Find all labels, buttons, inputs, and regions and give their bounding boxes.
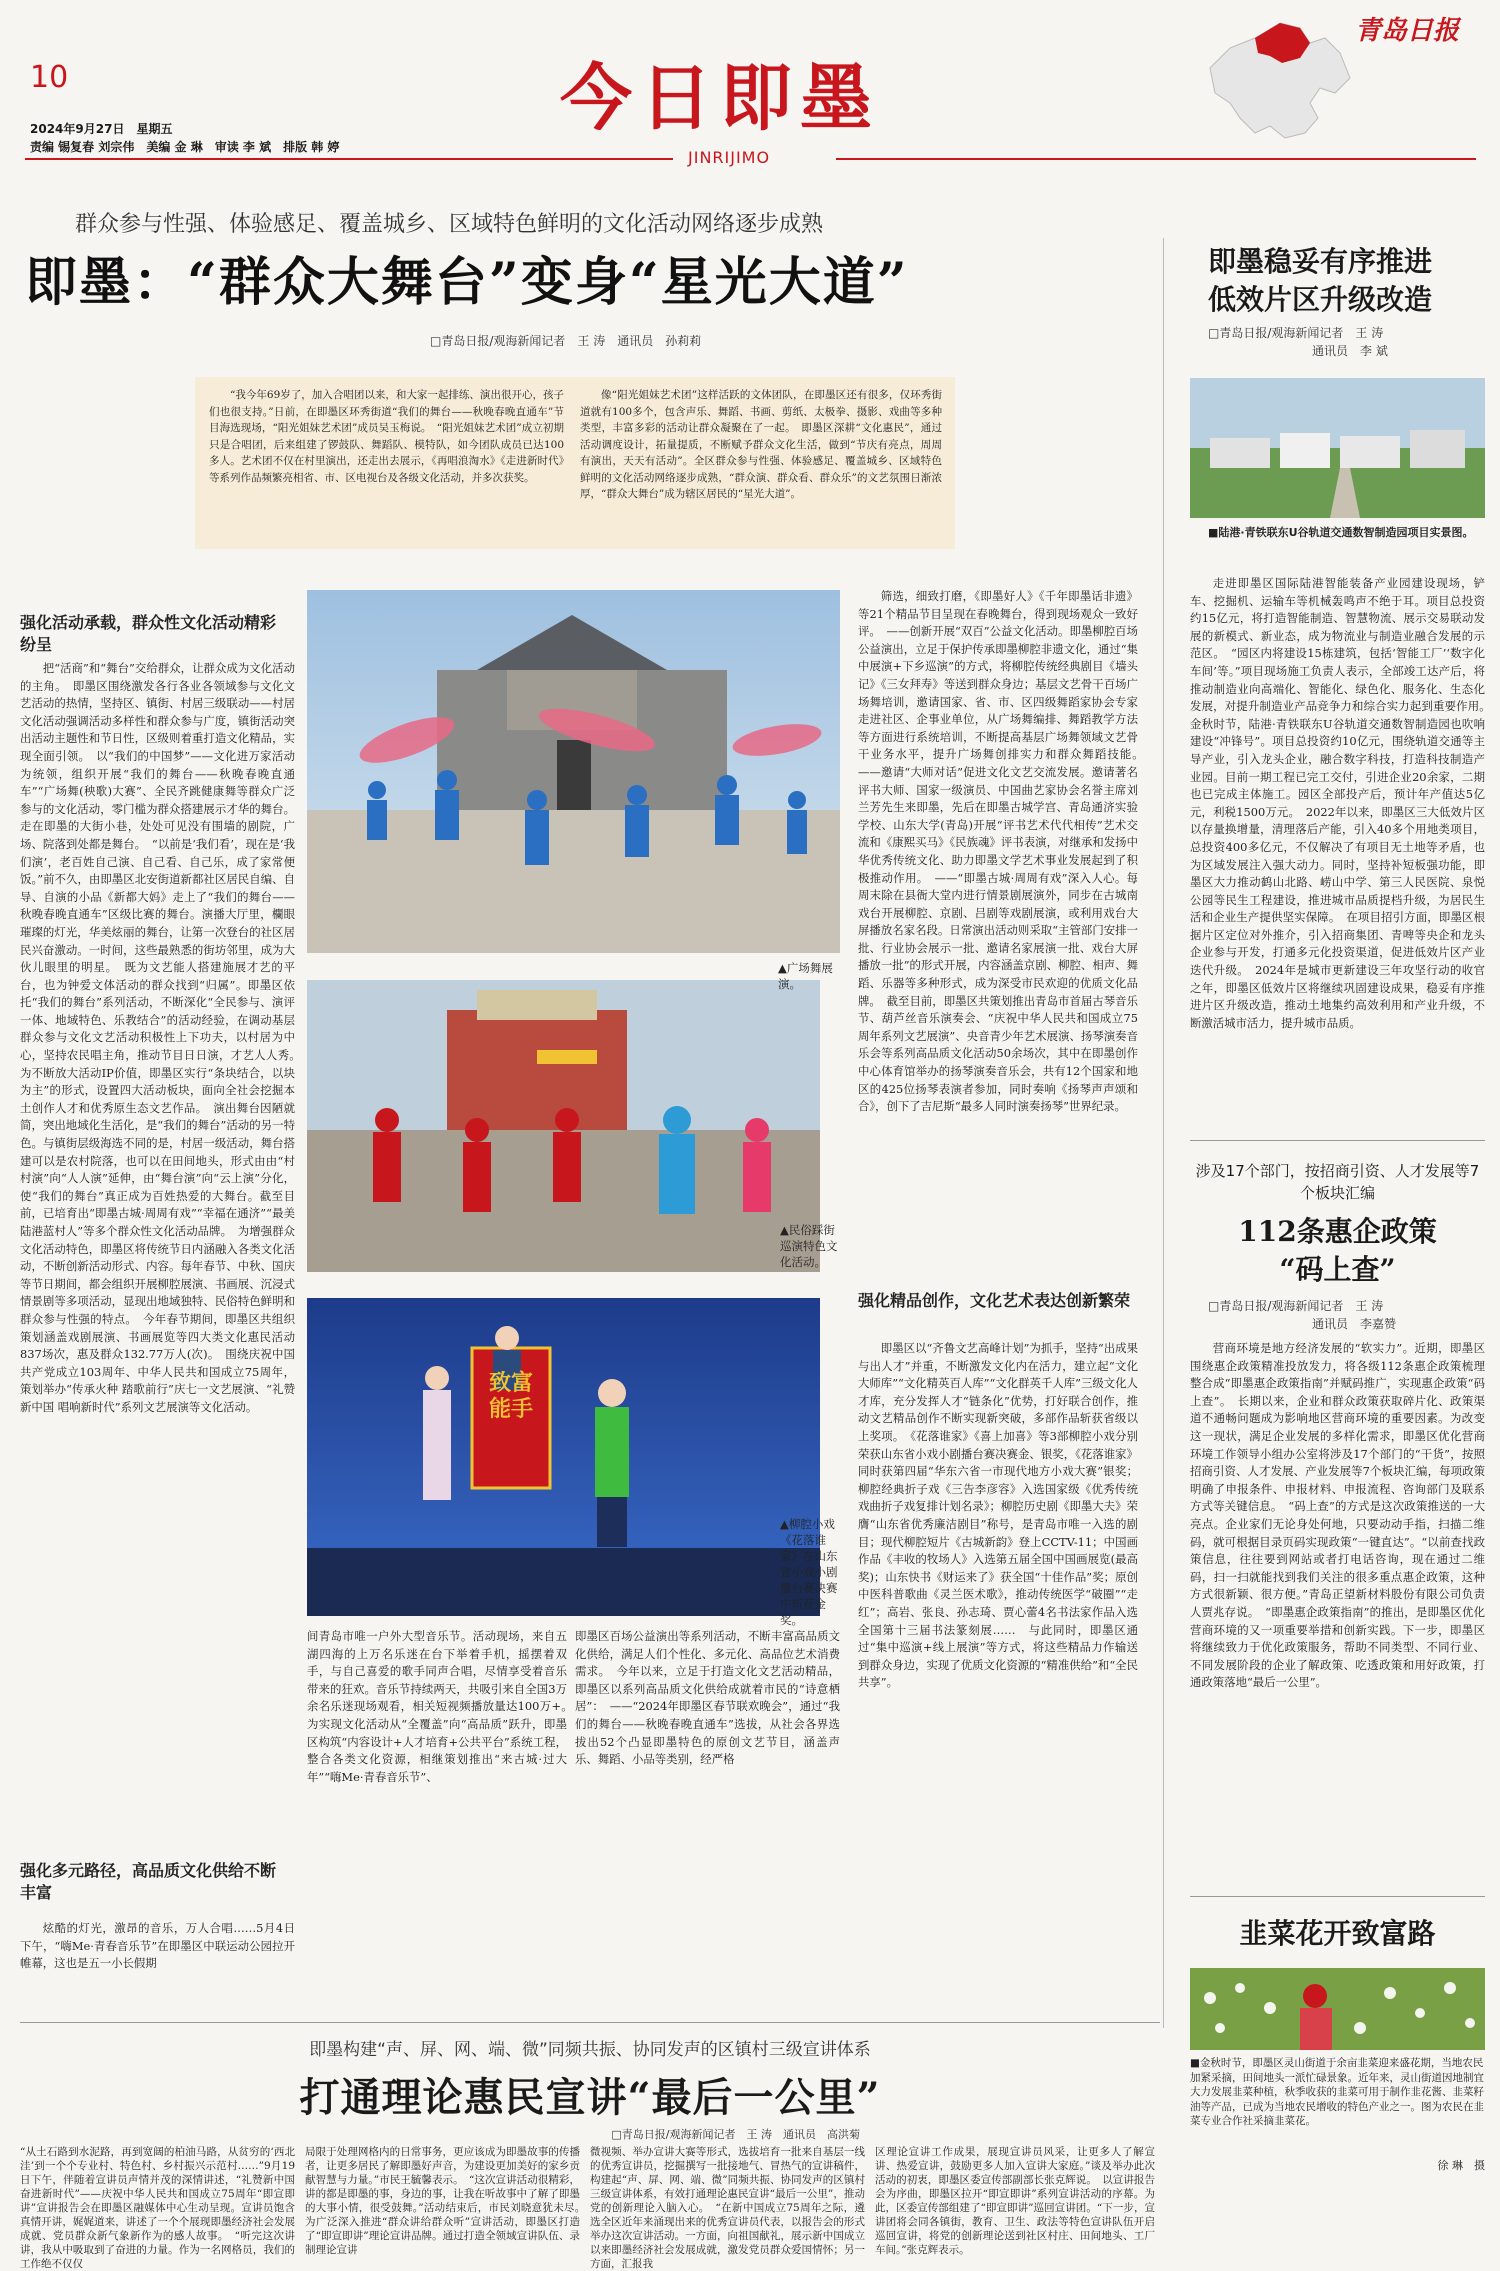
- section-heading-1: 强化活动承载，群众性文化活动精彩纷呈: [20, 613, 277, 654]
- bottom-rule: [20, 2022, 1160, 2023]
- masthead: [0, 0, 1500, 165]
- bottom-col1: “从土石路到水泥路，再到宽阔的柏油马路，从贫穷的‘西北洼’到一个个专业村、特色村、乡村振兴示范村……”9月19日下午，伴随着宣讲员声情并茂的深情讲述，“礼赞新中国 奋进新时代”——庆祝中华人民共和国成立75周年“即宣即讲”宣讲报告会在即墨区融媒体中心生动呈现。宣讲员饱含真情开讲，娓娓道来，讲述了一个个展现即墨经济社会发展成就、党员群众新气象新作为的感人故事。 “听完这次讲讲，我从中吸取到了奋进的力量。作为一名网格员，我们的工作绝不仅仅: [20, 2146, 295, 2270]
- bottom-col2: 局限于处理网格内的日常事务，更应该成为即墨故事的传播者，让更多居民了解即墨好声音，为建设更加美好的家乡贡献智慧与力量。”市民王毓馨表示。 “这次宣讲活动很精彩，讲的都是即墨的事，身边的事，让我在听故事中了解了即墨的大事小情，很受鼓舞。”活动结束后，市民刘晓意犹未尽。 为广泛深入推进“群众讲给群众听”宣讲活动，即墨区打造了“即宣即讲”理论宣讲品牌。通过打造全领域宣讲队伍、录制理论宣讲: [305, 2146, 591, 2256]
- photo-industrial-park: [1190, 378, 1485, 518]
- right-mid-rule: [1190, 1140, 1485, 1141]
- photo1-caption: ▲广场舞展演。: [778, 961, 833, 991]
- right-mid-byline: □青岛日报/观海新闻记者 王 涛: [1208, 1299, 1384, 1313]
- right-mid-body: 营商环境是地方经济发展的“软实力”。近期，即墨区围绕惠企政策精准投放发力，将各级112条惠企政策梳理整合成“即墨惠企政策指南”并赋码推广，实现惠企政策“码上查”。 长期以来，企业和群众政策获取碎片化、政策渠道不通畅问题成为影响地区营商环境的重要因素。为改变这一现状，满足企业发展的多样化需求，即墨区优化营商环境工作领导小组办公室将涉及17个部门的“干货”，按照招商引资、人才发展、产业发展等7个板块汇编，每项政策明确了申报条件、申报材料、申报流程、咨询部门及联系方式等关键信息。 “码上查”的方式是这次政策推送的一大亮点。企业家们无论身处何地，只要动动手指，扫描二维码，就可根据目录页码实现政策“一键直达”。“以前查找政策信息，往往要到网站或者打电话咨询，现在通过二维码，扫一扫就能找到我们关注的很多重点惠企政策，这种方式很新颖、很方便。”青岛正望新材料股份有限公司负责人贾兆存说。 “即墨惠企政策指南”的推出，是即墨区优化营商环境的又一项重要举措和创新实践。下一步，即墨区将继续致力于优化政策服务，帮助不同类型、不同行业、不同发展阶段的企业了解政策、吃透政策和用好政策，打通政策落地“最后一公里”。: [1190, 1341, 1485, 1690]
- section-pinyin: JINRIJIMO: [688, 148, 771, 167]
- photo3-caption: ▲柳腔小戏《花落谁家》在山东省小戏小剧播台赛决赛中斩获金奖。: [780, 1517, 838, 1627]
- photo-liuqiang-opera: [307, 1298, 820, 1616]
- intro-right-text: 像“阳光姐妹艺术团”这样活跃的文体团队，在即墨区还有很多，仅环秀街道就有100多个，包含声乐、舞蹈、书画、剪纸、太极拳、摄影、戏曲等多种类型，丰富多彩的活动让群众凝聚在了一起。 即墨区深耕“文化惠民”，通过活动调度设计，拓量提质，不断赋予群众文化生活，做到“节庆有亮点，周周有演出，天天有活动”。全区群众参与性强、体验感足、覆盖城乡、区域特色鲜明的文化活动网络逐步成熟，“群众演、群众看、群众乐”的文艺氛围日渐浓厚，“群众大舞台”成为辖区居民的“星光大道”。: [580, 389, 942, 500]
- right-top-headline-2: 低效片区升级改造: [1208, 283, 1433, 316]
- date-line: 2024年9月27日 星期五: [30, 122, 173, 136]
- staff-line: 责编 锡复春 刘宗伟 美编 金 琳 审读 李 斌 排版 韩 婷: [30, 140, 340, 154]
- right-top-body: 走进即墨区国际陆港智能装备产业园建设现场，铲车、挖掘机、运输车等机械轰鸣声不绝于耳。项目总投资约15亿元，将打造智能制造、智慧物流、展示交易联动发展的新模式、新业态，成为物流业与制造业融合发展的示范区。 “园区内将建设15栋建筑，包括‘智能工厂’‘数字化车间’等。”项目现场施工负责人表示，全部竣工达产后，将推动制造业向高端化、智能化、绿色化、服务化、生态化发展，对提升制造业产品竞争力和综合实力起到重要作用。 金秋时节，陆港·青铁联东U谷轨道交通数智制造园也吹响建设“冲锋号”。项目总投资约10亿元，围绕轨道交通等主导产业，引入龙头企业，融合数字科技，打造科技制造产业园。目前一期工程已完工交付，引进企业20余家，二期也已完成主体施工。园区全部投产后，预计年产值达5亿元，利税1500万元。 2022年以来，即墨区三大低效片区以存量换增量，清理落后产能，引入40多个用地类项目，总投资400多亿元，不仅解决了有项目无土地等矛盾，也为区域发展注入强大动力。同时，坚持补短板强功能，即墨区大力推动鹤山北路、崂山中学、第三人民医院、泉悦公园等民生工程建设，推进城市品质提档升级，为居民生活和企业生产提供坚实保障。 在项目招引方面，即墨区根据片区定位对外推介，引入招商集团、青啤等央企和龙头企业参与开发，打通多元化投资渠道，促进低效片区产业迭代升级。 2024年是城市更新建设三年攻坚行动的收官之年，即墨区低效片区将继续巩固建设成果，稳妥有序推进片区升级改造，推动土地集约高效利用和产业升级，不断激活城市活力，提升城市品质。: [1190, 576, 1497, 1030]
- bottom-col3: 微视频、举办宣讲大赛等形式，选拔培育一批来自基层一线的优秀宣讲员，挖掘撰写一批接地气、冒热气的宣讲稿件，构建起“声、屏、网、端、微”同频共振、协同发声的区镇村三级宣讲体系，有效打通理论惠民宣讲“最后一公里”，推动党的创新理论入脑入心。 “在新中国成立75周年之际，遴选全区近年来涌现出来的优秀宣讲员代表，以报告会的形式举办这次宣讲活动。一方面，向祖国献礼，展示新中国成立以来即墨经济社会发展成就，激发党员群众爱国情怀；另一方面，汇报我: [590, 2146, 865, 2270]
- right-bottom-headline: 韭菜花开致富路: [1239, 1917, 1436, 1950]
- paper-logo: 青岛日报: [1355, 16, 1460, 46]
- col3-body-a: 筛选，细致打磨，《即墨好人》《千年即墨话非遗》等21个精品节目呈现在春晚舞台，得到现场观众一致好评。 ——创新开展“双百”公益文化活动。即墨柳腔百场公益演出，立足于保护传承即墨柳腔非遗文化，通过“集中展演+下乡巡演”的方式，将柳腔传统经典剧目《墙头记》《三女拜寿》等送到群众身边；基层文艺骨干百场广场舞培训，邀请国家、省、市、区四级舞蹈家协会专家走进社区、企事业单位，从广场舞编排、舞蹈教学方法等方面进行系统培训，不断提高基层广场舞领域文艺骨干业务水平，提升广场舞创排实力和群众舞蹈技能。 ——邀请“大师对话”促进文化文艺交流发展。邀请著名评书大师、国家一级演员、中国曲艺家协会名誉主席刘兰芳先生来即墨，先后在即墨古城学宫、青岛通济实验学校、山东大学(青岛)开展“评书艺术代代相传”艺术交流和《康熙买马》《民族魂》评书表演，对继承和发扬中华优秀传统文化、助力即墨文学艺术事业发展起到了积极推动作用。 ——“即墨古城·周周有戏”深入人心。每周末除在县衙大堂内进行情景剧展演外，同步在古城南戏台开展柳腔、京剧、吕剧等戏剧展演，或利用戏台大屏播放名家名段。日常演出活动则采取“主管部门安排一批、行业协会展示一批、邀请名家展演一批、戏台大屏播放一批”的形式开展，内容涵盖京剧、柳腔、相声、舞蹈、乐器等多种形式，成为深受市民欢迎的优质文化品牌。 截至目前，即墨区共策划推出青岛市首届古琴音乐节、葫芦丝音乐演奏会、“庆祝中华人民共和国成立75周年系列文艺展演”、央音青少年艺术展演、扬琴演奏音乐会等系列高品质文化活动50余场次，其中在即墨创作中心体育馆举办的扬琴演奏音乐会，共有12个国家和地区的425位扬琴表演者参加，同时奏响《扬琴声声颂和合》，创下了吉尼斯“最多人同时演奏扬琴”世界纪录。: [858, 589, 1150, 1114]
- right-top-byline: □青岛日报/观海新闻记者 王 涛: [1208, 326, 1384, 340]
- header-rule-right: [836, 158, 1476, 160]
- under-photo-body: 间青岛市唯一户外大型音乐节。活动现场，来自五湖四海的上万名乐迷在台下举着手机，摇摆着双手，与自己喜爱的歌手同声合唱，尽情享受着音乐带来的狂欢。音乐节持续两天，共吸引来自全国3万余名乐迷现场观看，相关短视频播放量达100万+。 为实现文化活动从“全覆盖”向“高品质”跃升，即墨区构筑“内容设计+人才培育+公共平台”系统工程，整合各类文化资源，相继策划推出“来古城·过大年”“嗨Me·青春音乐节”、: [307, 1629, 579, 1784]
- bottom-col4: 区理论宣讲工作成果，展现宣讲员风采，让更多人了解宣讲、热爱宣讲，鼓励更多人加入宣讲大家庭。”谈及举办此次活动的初衷，即墨区委宣传部副部长张克辉说。 以宣讲报告会为序曲，即墨区拉开“即宣即讲”系列宣讲活动的序幕。为此，区委宣传部组建了“即宣即讲”巡回宣讲团。“下一步，宣讲团将会同各镇街，教育、卫生、政法等特色宣讲队伍开启巡回宣讲，将党的创新理论送到社区村庄、田间地头、工厂车间。”张克辉表示。: [875, 2146, 1155, 2256]
- intro-left-text: “我今年69岁了，加入合唱团以来，和大家一起排练、演出很开心，孩子们也很支持。”日前，在即墨区环秀街道“我们的舞台——秋晚春晚直通车”节目海选现场，“阳光姐妹艺术团”成员吴玉梅说。 “阳光姐妹艺术团”成立初期只是合唱团，后来组建了锣鼓队、舞蹈队、模特队，如今团队成员已达100多人。艺术团不仅在村里演出，还走出去展示，《再唱浪淘水》《走进新时代》等系列作品频繁亮相省、市、区电视台及各级文化活动，并多次获奖。: [209, 389, 564, 484]
- right-top-headline-1: 即墨稳妥有序推进: [1208, 245, 1433, 278]
- column-divider: [1163, 238, 1164, 2028]
- right-top-photo-caption: ■陆港·青铁联东U谷轨道交通数智制造园项目实景图。: [1208, 526, 1474, 539]
- header-rule-left: [25, 158, 673, 160]
- right-bottom-rule: [1190, 1896, 1485, 1897]
- page-number: 10: [30, 60, 69, 95]
- bottom-headline: 打通理论惠民宣讲“最后一公里”: [299, 2074, 881, 2121]
- photo-chive-flowers: [1190, 1968, 1485, 2050]
- section-title: 今日即墨: [560, 56, 881, 140]
- lead-kicker: 群众参与性强、体验感足、覆盖城乡、区域特色鲜明的文化活动网络逐步成熟: [75, 212, 824, 237]
- right-bottom-photo-caption: ■金秋时节，即墨区灵山街道于余亩韭菜迎来盛花期，当地农民加紧采摘，田间地头一派忙碌景象。近年来，灵山街道因地制宜大力发展韭菜种植，秋季收获的韭菜可用于制作韭花酱、韭菜籽油等产品，已成为当地农民增收的特色产业之一。图为农民在韭菜专业合作社采摘韭菜花。: [1190, 2057, 1484, 2127]
- section-heading-3: 强化精品创作，文化艺术表达创新繁荣: [858, 1291, 1131, 1310]
- col4-body: 即墨区百场公益演出等系列活动，不断丰富高品质文化供给，满足人们个性化、多元化、高品位艺术消费需求。 今年以来，立足于打造文化文艺活动精品，即墨区以系列高品质文化供给成就着市民的“诗意栖居”： ——“2024年即墨区春节联欢晚会”，通过“我们的舞台——秋晚春晚直通车”选拔，从社会各界选拔出52个凸显即墨特色的原创文艺节目，涵盖声乐、舞蹈、小品等类别，经严格: [575, 1629, 840, 1767]
- photographer-credit: 徐 琳 摄: [1437, 2159, 1485, 2172]
- right-top-byline-2: 通讯员 李 斌: [1312, 344, 1388, 358]
- section-heading-2: 强化多元路径，高品质文化供给不断丰富: [20, 1861, 277, 1902]
- photo2-caption: ▲民俗踩街巡演特色文化活动。: [780, 1223, 838, 1269]
- qingdao-map-icon: [1200, 8, 1360, 148]
- lead-headline: 即墨：“群众大舞台”变身“星光大道”: [25, 252, 909, 313]
- photo-folk-parade: [307, 980, 820, 1272]
- right-mid-headline-2: “码上查”: [1279, 1253, 1396, 1286]
- col1-tail: 炫酷的灯光，激昂的音乐，万人合唱……5月4日下午，“嗨Me·青春音乐节”在即墨区中联运动公园拉开帷幕，这也是五一小长假期: [20, 1921, 295, 1971]
- lead-byline: □青岛日报/观海新闻记者 王 涛 通讯员 孙莉莉: [430, 334, 702, 348]
- intro-box: [195, 377, 955, 549]
- banner-text: 致富能手: [488, 1370, 533, 1422]
- right-mid-headline-1: 112条惠企政策: [1238, 1215, 1437, 1248]
- bottom-kicker: 即墨构建“声、屏、网、端、微”同频共振、协同发声的区镇村三级宣讲体系: [309, 2040, 871, 2060]
- photo-square-dance: [307, 590, 840, 953]
- right-mid-byline-2: 通讯员 李嘉赞: [1312, 1317, 1397, 1331]
- bottom-byline: □青岛日报/观海新闻记者 王 涛 通讯员 高洪菊: [611, 2128, 860, 2141]
- col3-body-b: 即墨区以“齐鲁文艺高峰计划”为抓手，坚持“出成果与出人才”并重，不断激发文化内在活力，建立起“文化大师库”“文化精英百人库”“文化群英千人库”三级文化人才库，充分发挥人才“链条化”优势，打好联合创作，推动文艺精品创作不断实现新突破，多部作品斩获省级以上奖项。 《花落谁家》《喜上加喜》等3部柳腔小戏分别荣获山东省小戏小剧播台赛决赛金、银奖，《花落谁家》同时获第四届“华东六省一市现代地方小戏大赛”银奖；柳腔经典折子戏《三告李彦容》入选国家级《优秀传统戏曲折子戏复排计划名录》；柳腔历史剧《即墨大夫》荣膺“山东省优秀廉洁剧目”称号，是青岛市唯一入选的剧目；现代柳腔短片《古城新韵》登上CCTV-11；中国画作品《丰收的牧场人》入选第五届全国中国画展览(最高奖)；山东快书《财运来了》获全国“十佳作品”奖；原创中医科普歌曲《灵兰医术歌》，推动传统医学“破圈”“走红”；高岩、张良、孙志琦、贾心蕾4名书法家作品入选全国第十三届书法篆刻展…… 与此同时，即墨区通过“集中巡演+线上展演”等方式，将这些精品力作输送到群众身边，实现了优质文化资源的“精准供给”和“全民共享”。: [858, 1341, 1138, 1690]
- right-mid-kicker: 涉及17个部门，按招商引资、人才发展等7个板块汇编: [1195, 1162, 1480, 1202]
- col1-body: 把“活商”和“舞台”交给群众，让群众成为文化活动的主角。 即墨区围绕激发各行各业各领域参与文化文艺活动的热情，坚持区、镇街、村居三级联动——村居文化活动强调活动多样性和群众参与广度，镇街活动突出活动主题性和节日性，区级则着重打造文化精品，实现全面引领。 以“我们的中国梦”——文化进万家活动为统领，组织开展“我们的舞台——秋晚春晚直通车”“广场舞(秧歌)大赛”、全民齐跳健康舞等群众广泛参与的文化活动，零门槛为群众搭建展示才华的舞台。走在即墨的大街小巷，处处可见没有围墙的剧院，广场、院落到处都是舞台。 “以前是‘我们看’，现在是‘我们演’，老百姓自己演、自己看、自己乐，成了家常便饭。”前不久，由即墨区北安街道新都社区居民自编、自导、自演的小品《新都大妈》走上了“我们的舞台——秋晚春晚直通车”区级比赛的舞台。演播大厅里，欄眼璀璨的灯光，华美炫丽的舞台，让第一次登台的社区居民兴奋激动。一时间，这些最熟悉的街坊邻里，成为大伙儿眼里的明星。 既为文艺能人搭建施展才艺的平台，也为钟爱文体活动的群众找到“归属”。即墨区依托“我们的舞台”系列活动，不断深化“全民参与、演评一体、地域特色、乐教结合”的活动经验，在调动基层群众参与文化文艺活动积极性上下功夫，以村居为中心，坚持农民唱主角，推动节目日日演，才艺人人秀。 为不断放大活动IP价值，即墨区实行“条块结合，以块为主”的形式，设置四大活动板块，面向全社会挖掘本土创作人才和优秀原生态文艺作品。 演出舞台因陋就简，突出地域化生活化，是“我们的舞台”活动的另一特色。与镇街层级海选不同的是，村居一级活动，舞台搭建可以是农村院落，也可以在田间地头，形式由由“村村演”向“人人演”延伸，由“舞台演”向“云上演”分化，使“我们的舞台”真正成为百姓热爱的大舞台。截至目前，已培育出“即墨古城·周周有戏”“幸福在通济”“最美陆港蓝村人”等多个群众性文化活动品牌。 为增强群众文化活动特色，即墨区将传统节日内涵融入各类文化活动，不断创新活动形式、内容。每年春节、中秋、国庆等节日期间，都会组织开展柳腔展演、书画展、沉浸式情景剧等多项活动，显现出地域独特、民俗特色鲜明和群众参与性强的特点。 今年春节期间，即墨区共组织策划涵盖戏剧展演、书画展览等四大类文化惠民活动837场次，惠及群众132.77万人(次)。 围绕庆祝中国共产党成立103周年、中华人民共和国成立75周年，策划举办“传承火种 踏歌前行”庆七一文艺展演、“礼赞新中国 唱响新时代”系列文艺展演等文化活动。: [20, 661, 307, 1414]
